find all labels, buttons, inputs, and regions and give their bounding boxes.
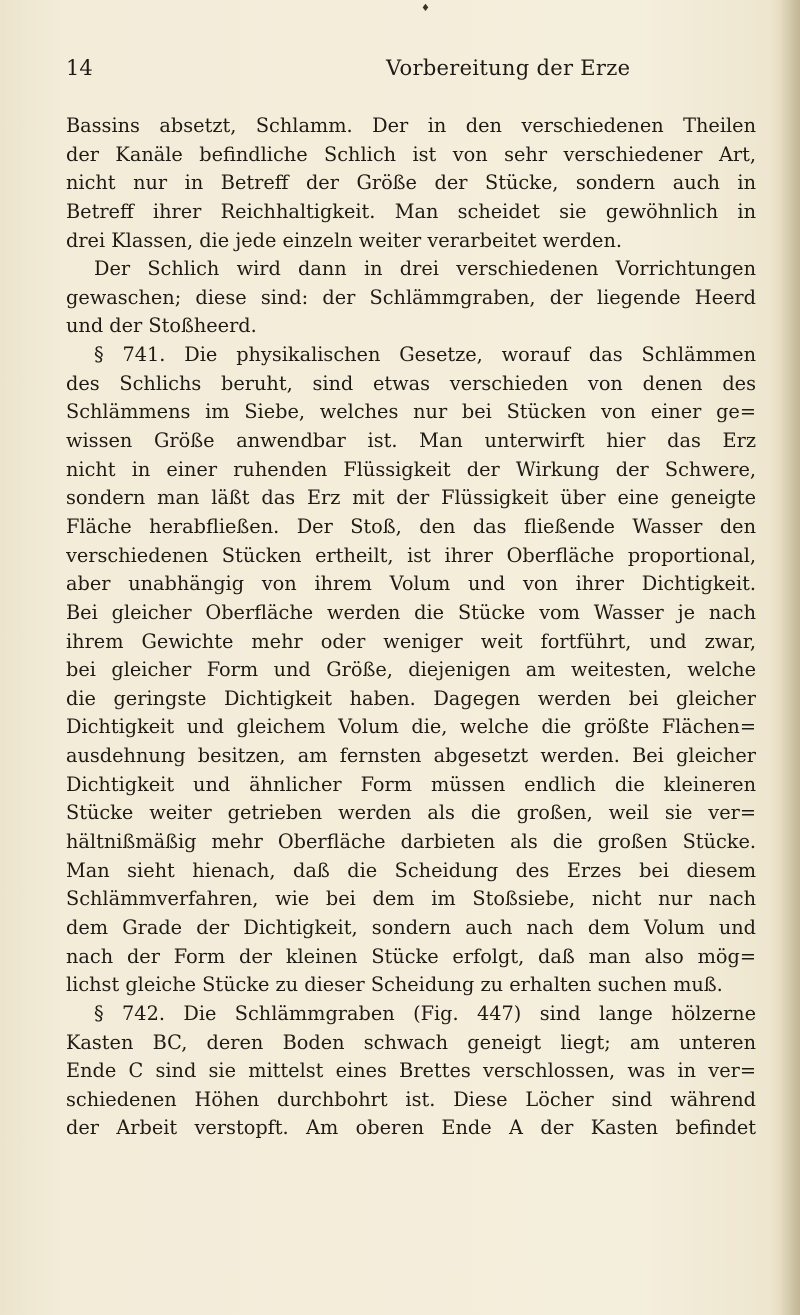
text-line: verschiedenen Stücken ertheilt, ist ihrer Oberfläche proportional, bbox=[66, 543, 756, 567]
text-line: Bei gleicher Oberfläche werden die Stücke vom Wasser je nach bbox=[66, 600, 756, 624]
text-line: wissen Größe anwendbar ist. Man unterwirft hier das Erz bbox=[66, 429, 756, 453]
text-line: drei Klassen, die jede einzeln weiter verarbeitet werden. bbox=[66, 228, 623, 252]
text-line: Ende C sind sie mittelst eines Brettes verschlossen, was in ver= bbox=[66, 1059, 756, 1083]
text-line: gewaschen; diese sind: der Schlämmgraben, der liegende Heerd bbox=[66, 285, 756, 309]
text-line: Schlämmens im Siebe, welches nur bei Stücken von einer ge= bbox=[66, 400, 756, 424]
text-line: lichst gleiche Stücke zu dieser Scheidung zu erhalten suchen muß. bbox=[66, 973, 723, 997]
text-line: schiedenen Höhen durchbohrt ist. Diese Löcher sind während bbox=[66, 1087, 756, 1111]
text-line: und der Stoßheerd. bbox=[66, 314, 257, 338]
text-line: bei gleicher Form und Größe, diejenigen am weitesten, welche bbox=[66, 658, 756, 682]
running-head: Vorbereitung der Erze bbox=[386, 56, 631, 80]
text-line: nicht in einer ruhenden Flüssigkeit der Wirkung der Schwere, bbox=[66, 457, 756, 481]
section-741-line: § 741. Die physikalischen Gesetze, worauf das Schlämmen bbox=[94, 343, 756, 367]
text-line: Schlämmverfahren, wie bei dem im Stoßsiebe, nicht nur nach bbox=[66, 887, 756, 911]
text-line: hältnißmäßig mehr Oberfläche darbieten als die großen Stücke. bbox=[66, 830, 756, 854]
page-edge-shadow bbox=[780, 0, 800, 1315]
text-line: Fläche herabfließen. Der Stoß, den das fließende Wasser den bbox=[66, 514, 756, 538]
text-line: Stücke weiter getrieben werden als die großen, weil sie ver= bbox=[66, 801, 756, 825]
text-line: Man sieht hienach, daß die Scheidung des Erzes bei diesem bbox=[66, 858, 756, 882]
text-line: aber unabhängig von ihrem Volum und von ihrer Dichtigkeit. bbox=[66, 572, 756, 596]
section-742-line: § 742. Die Schlämmgraben (Fig. 447) sind lange hölzerne bbox=[94, 1001, 756, 1025]
text-line: ihrem Gewichte mehr oder weniger weit fortführt, und zwar, bbox=[66, 629, 756, 653]
text-line: Betreff ihrer Reichhaltigkeit. Man scheidet sie gewöhnlich in bbox=[66, 199, 756, 223]
text-line: des Schlichs beruht, sind etwas verschieden von denen des bbox=[66, 371, 756, 395]
text-line: sondern man läßt das Erz mit der Flüssigkeit über eine geneigte bbox=[66, 486, 756, 510]
text-line: Der Schlich wird dann in drei verschiedenen Vorrichtungen bbox=[94, 257, 756, 281]
text-line: Dichtigkeit und ähnlicher Form müssen endlich die kleineren bbox=[66, 772, 756, 796]
text-line: die geringste Dichtigkeit haben. Dagegen werden bei gleicher bbox=[66, 686, 756, 710]
text-line: ausdehnung besitzen, am fernsten abgesetzt werden. Bei gleicher bbox=[66, 744, 756, 768]
text-line: dem Grade der Dichtigkeit, sondern auch nach dem Volum und bbox=[66, 915, 756, 939]
body-text bbox=[66, 112, 756, 1143]
text-line: Bassins absetzt, Schlamm. Der in den verschiedenen Theilen bbox=[66, 114, 756, 137]
text-line: Dichtigkeit und gleichem Volum die, welche die größte Flächen= bbox=[66, 715, 756, 739]
text-line: nicht nur in Betreff der Größe der Stücke, sondern auch in bbox=[66, 171, 756, 195]
text-line: der Arbeit verstopft. Am oberen Ende A der Kasten befindet bbox=[66, 1116, 756, 1140]
ornament-mark: ♦ bbox=[421, 3, 430, 14]
text-line: der Kanäle befindliche Schlich ist von sehr verschiedener Art, bbox=[66, 142, 756, 166]
page-header bbox=[66, 54, 756, 84]
text-line: nach der Form der kleinen Stücke erfolgt, daß man also mög= bbox=[66, 944, 756, 968]
page-number: 14 bbox=[66, 56, 93, 80]
text-line: Kasten BC, deren Boden schwach geneigt liegt; am unteren bbox=[66, 1030, 756, 1054]
